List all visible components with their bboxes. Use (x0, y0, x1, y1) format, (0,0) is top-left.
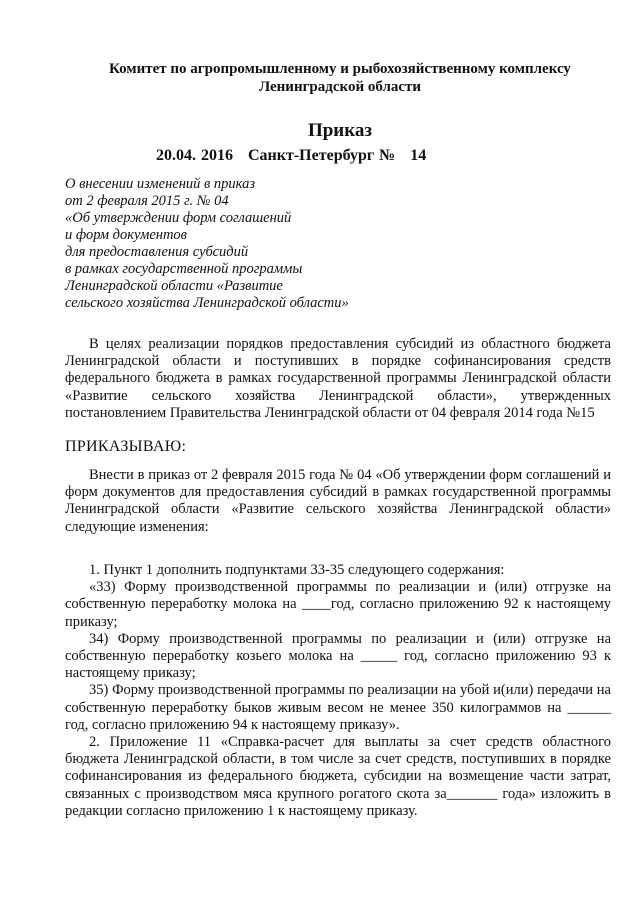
preamble-paragraph (65, 336, 611, 422)
main-intro-text: Внести в приказ от 2 февраля 2015 года № 04 «Об утверждении форм соглашений и форм документов для предоставления субсидий в рамках государственной программы Ленинградской области «Развитие сельского хозяйства Ленинградской области» следующие изменения: (65, 467, 611, 535)
subject-line: Ленинградской области «Развитие (65, 278, 283, 294)
preamble-text: В целях реализации порядков предоставления субсидий из областного бюджета Ленинградской области и поступивших в порядке софинансирования средств федерального бюджета в рамках государственной программы Ленинградской области «Развитие сельского хозяйства Ленинградской области», утвержденных постановлением Правительства Ленинградской области от 04 февраля 2014 года №15 (65, 336, 611, 421)
main-intro-paragraph (65, 467, 611, 536)
subject-line: О внесении изменений в приказ (65, 176, 256, 192)
subject-line: для предоставления субсидий (65, 244, 249, 260)
subitem-33: «33) Форму производственной программы по реализации и (или) отгрузке на собственную переработку молока на ____год, согласно приложению 92 к настоящему приказу; (65, 579, 611, 630)
subject-line: и форм документов (65, 227, 187, 243)
subitem-35: 35) Форму производственной программы по реализации на убой и(или) передачи на собственную переработку быков живым весом не менее 350 килограммов на ______ год, согласно приложению 94 к настоящему приказу». (65, 682, 611, 733)
document-type-title: Приказ (307, 120, 373, 141)
subject-line: в рамках государственной программы (65, 261, 303, 277)
subject-line: от 2 февраля 2015 г. № 04 (65, 193, 229, 209)
committee-name-line1: Комитет по агропромышленному и рыбохозяйственному комплексу (109, 61, 571, 77)
subject-line: сельского хозяйства Ленинградской области» (65, 295, 349, 311)
prikazyvayu-heading: ПРИКАЗЫВАЮ: (65, 438, 187, 455)
date-place-number: 20.04. 2016 Санкт-Петербург № 14 (156, 147, 427, 164)
committee-name-line2: Ленинградской области (258, 79, 422, 95)
item-2: 2. Приложение 11 «Справка-расчет для выплаты за счет средств областного бюджета Ленинградской области, в том числе за счет средств, поступивших в порядке софинансирования из федерального бюджета, субсидии на возмещение части затрат, связанных с производством мяса крупного рогатого скота за_______ года» изложить в редакции согласно приложению 1 к настоящему приказу. (65, 734, 611, 819)
subitem-34: 34) Форму производственной программы по реализации и (или) отгрузке на собственную переработку козьего молока на _____ год, согласно приложению 93 к настоящему приказу; (65, 630, 611, 682)
item-1-intro: 1. Пункт 1 дополнить подпунктами 33-35 следующего содержания: (89, 562, 505, 578)
order-subject (65, 176, 349, 312)
amendment-items (65, 562, 611, 820)
subject-line: «Об утверждении форм соглашений (65, 210, 292, 226)
